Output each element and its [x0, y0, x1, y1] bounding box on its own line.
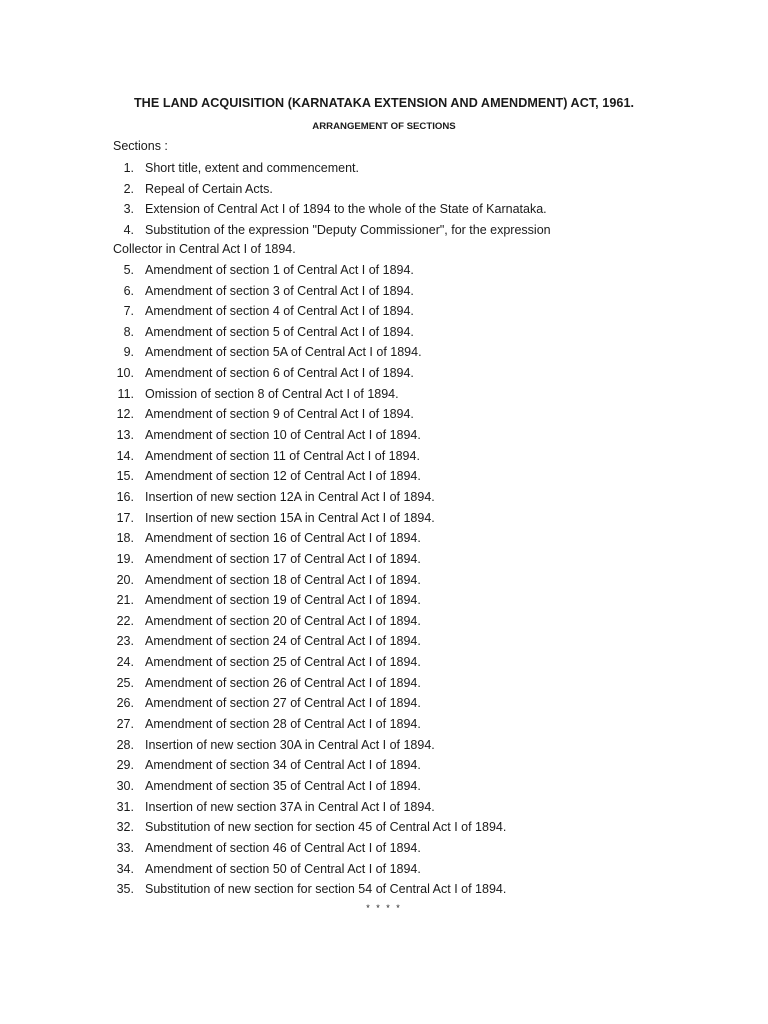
- document-title: THE LAND ACQUISITION (KARNATAKA EXTENSION AND AMENDMENT) ACT, 1961.: [133, 96, 635, 110]
- section-number: 7.: [123, 304, 134, 319]
- section-number: 29.: [116, 758, 134, 773]
- section-text: Amendment of section 50 of Central Act I of 1894.: [145, 861, 421, 876]
- section-item: [0, 179, 768, 200]
- section-item: [0, 404, 768, 425]
- section-item: [0, 363, 768, 384]
- section-number: 23.: [116, 634, 134, 649]
- section-number: 2.: [123, 181, 134, 196]
- section-item: [0, 384, 768, 405]
- section-number: 1.: [123, 161, 134, 175]
- section-number: 8.: [123, 324, 134, 339]
- section-number: 19.: [116, 551, 134, 566]
- section-item: [0, 528, 768, 549]
- section-text: Amendment of section 5 of Central Act I of 1894.: [145, 324, 414, 339]
- sections-label: Sections :: [113, 139, 168, 153]
- section-item: [0, 735, 768, 756]
- section-number: 15.: [116, 469, 134, 484]
- section-item: [0, 611, 768, 632]
- section-number: 3.: [123, 202, 134, 217]
- section-text: Substitution of new section for section 54 of Central Act I of 1894.: [145, 882, 507, 897]
- section-item: [0, 301, 768, 322]
- section-number: 22.: [116, 613, 134, 628]
- section-number: 17.: [116, 510, 134, 525]
- section-text: Insertion of new section 15A in Central Act I of 1894.: [145, 510, 435, 525]
- section-text: Amendment of section 25 of Central Act I of 1894.: [145, 655, 421, 670]
- section-number: 32.: [116, 820, 134, 835]
- section-number: 20.: [116, 572, 134, 587]
- section-text: Amendment of section 1 of Central Act I of 1894.: [145, 262, 414, 277]
- section-item: [0, 652, 768, 673]
- section-text: Amendment of section 4 of Central Act I of 1894.: [145, 304, 414, 319]
- section-text: Amendment of section 12 of Central Act I of 1894.: [145, 469, 421, 484]
- section-item: [0, 776, 768, 797]
- section-text: Amendment of section 6 of Central Act I of 1894.: [145, 366, 414, 381]
- section-text: Substitution of the expression "Deputy Commissioner", for the expression: [145, 222, 551, 237]
- section-number: 9.: [123, 345, 134, 360]
- section-text: Amendment of section 24 of Central Act I of 1894.: [145, 634, 421, 649]
- section-item: [0, 590, 768, 611]
- section-item: [0, 260, 768, 281]
- section-text: Amendment of section 3 of Central Act I of 1894.: [145, 283, 414, 298]
- section-text: Short title, extent and commencement.: [145, 161, 359, 175]
- section-number: 4.: [123, 222, 134, 237]
- section-item: [0, 859, 768, 880]
- section-text: Extension of Central Act I of 1894 to the whole of the State of Karnataka.: [145, 202, 547, 217]
- section-number: 10.: [116, 366, 134, 381]
- section-item: [0, 508, 768, 529]
- section-number: 21.: [116, 593, 134, 608]
- section-number: 30.: [116, 778, 134, 793]
- section-item: [0, 693, 768, 714]
- section-text: Amendment of section 17 of Central Act I of 1894.: [145, 551, 421, 566]
- document-subtitle: ARRANGEMENT OF SECTIONS: [312, 121, 456, 132]
- section-item: [0, 714, 768, 735]
- section-item: [0, 425, 768, 446]
- section-number: 26.: [116, 696, 134, 711]
- section-number: 31.: [116, 799, 134, 814]
- section-number: 16.: [116, 489, 134, 504]
- section-number: 5.: [123, 262, 134, 277]
- section-item: [0, 797, 768, 818]
- section-text-continuation: Collector in Central Act I of 1894.: [113, 241, 296, 256]
- section-text: Amendment of section 26 of Central Act I of 1894.: [145, 675, 421, 690]
- section-text: Amendment of section 5A of Central Act I of 1894.: [145, 345, 422, 360]
- section-number: 34.: [116, 861, 134, 876]
- sections-list: [0, 158, 768, 900]
- section-item: [0, 446, 768, 467]
- section-item: [0, 487, 768, 508]
- section-number: 14.: [116, 448, 134, 463]
- section-text: Amendment of section 46 of Central Act I of 1894.: [145, 840, 421, 855]
- section-text: Insertion of new section 12A in Central Act I of 1894.: [145, 489, 435, 504]
- section-item: [0, 322, 768, 343]
- section-item: [0, 466, 768, 487]
- section-text: Amendment of section 20 of Central Act I of 1894.: [145, 613, 421, 628]
- section-item: [0, 220, 768, 260]
- section-text: Insertion of new section 37A in Central Act I of 1894.: [145, 799, 435, 814]
- section-text: Insertion of new section 30A in Central Act I of 1894.: [145, 737, 435, 752]
- section-text: Amendment of section 9 of Central Act I of 1894.: [145, 407, 414, 422]
- section-text: Amendment of section 18 of Central Act I of 1894.: [145, 572, 421, 587]
- section-item: [0, 879, 768, 900]
- section-text: Amendment of section 28 of Central Act I of 1894.: [145, 717, 421, 732]
- section-number: 6.: [123, 283, 134, 298]
- section-number: 18.: [116, 531, 134, 546]
- section-text: Amendment of section 16 of Central Act I of 1894.: [145, 531, 421, 546]
- section-item: [0, 549, 768, 570]
- section-number: 11.: [117, 386, 134, 401]
- section-text: Amendment of section 11 of Central Act I of 1894.: [145, 448, 420, 463]
- section-item: [0, 570, 768, 591]
- section-number: 33.: [116, 840, 134, 855]
- section-text: Repeal of Certain Acts.: [145, 181, 273, 196]
- section-item: [0, 199, 768, 220]
- section-item: [0, 342, 768, 363]
- section-item: [0, 158, 768, 179]
- section-number: 25.: [116, 675, 134, 690]
- section-item: [0, 631, 768, 652]
- section-number: 28.: [116, 737, 134, 752]
- section-text: Amendment of section 19 of Central Act I of 1894.: [145, 593, 421, 608]
- section-number: 24.: [116, 655, 134, 670]
- section-item: [0, 838, 768, 859]
- section-text: Amendment of section 35 of Central Act I of 1894.: [145, 778, 421, 793]
- section-number: 13.: [116, 428, 134, 443]
- section-text: Amendment of section 10 of Central Act I of 1894.: [145, 428, 421, 443]
- section-item: [0, 755, 768, 776]
- section-text: Amendment of section 34 of Central Act I of 1894.: [145, 758, 421, 773]
- section-number: 35.: [116, 882, 134, 897]
- section-number: 27.: [116, 717, 134, 732]
- section-text: Amendment of section 27 of Central Act I of 1894.: [145, 696, 421, 711]
- section-number: 12.: [116, 407, 134, 422]
- section-text: Substitution of new section for section 45 of Central Act I of 1894.: [145, 820, 507, 835]
- section-item: [0, 673, 768, 694]
- section-item: [0, 817, 768, 838]
- end-marker: * * * *: [366, 903, 402, 913]
- section-item: [0, 281, 768, 302]
- section-text: Omission of section 8 of Central Act I of 1894.: [145, 386, 399, 401]
